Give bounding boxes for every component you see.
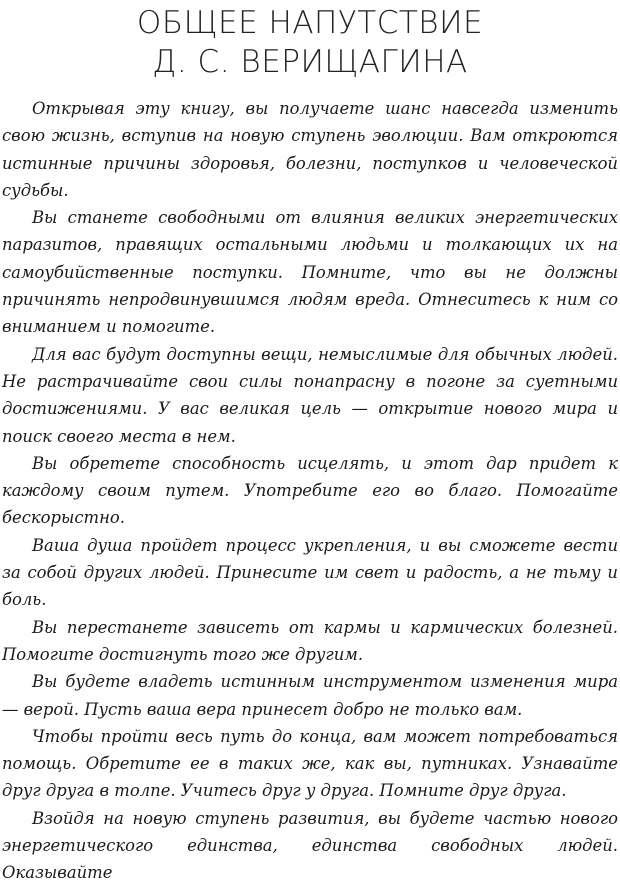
- paragraph: Вы станете свободными от влияния великих энергетических паразитов, правящих остальными людьми и толкающих их на самоубийственные поступки. Помните, что вы не должны причинять непродвинувшимся людям вреда. Отнеситесь к ним со вниманием и помогите.: [2, 208, 618, 337]
- body-text: [2, 95, 618, 887]
- paragraph: Вы обретете способность исцелять, и этот дар придет к каждому своим путем. Употребите его во благо. Помогайте бескорыстно.: [2, 453, 618, 528]
- chapter-title-line-1: ОБЩЕЕ НАПУТСТВИЕ: [136, 5, 484, 41]
- paragraph: Ваша душа пройдет процесс укрепления, и вы сможете вести за собой других людей. Принесите им свет и радость, а не тьму и боль.: [2, 535, 618, 610]
- chapter-title-line-2: Д. С. ВЕРИЩАГИНА: [152, 44, 468, 80]
- paragraph: Чтобы пройти весь путь до конца, вам может потребоваться помощь. Обретите ее в таких же, как вы, путниках. Узнавайте друг друга в толпе. Учитесь друг у друга. Помните друг друга.: [2, 726, 618, 801]
- paragraph: Взойдя на новую ступень развития, вы будете частью нового энергетического единства, единства свободных людей. Оказывайте: [2, 808, 618, 883]
- paragraph: Открывая эту книгу, вы получаете шанс навсегда изменить свою жизнь, вступив на новую ступень эволюции. Вам откроются истинные причины здоровья, болезни, поступков и человеческой судьбы.: [2, 99, 618, 200]
- paragraph: Вы перестанете зависеть от кармы и кармических болезней. Помогите достигнуть того же другим.: [2, 617, 618, 664]
- paragraph: Вы будете владеть истинным инструментом изменения мира — верой. Пусть ваша вера принесет добро не только вам.: [2, 672, 618, 719]
- paragraph: Для вас будут доступны вещи, немыслимые для обычных людей. Не растрачивайте свои силы понапрасну в погоне за суетными достижениями. У вас великая цель — открытие нового мира и поиск своего места в нем.: [2, 344, 618, 446]
- chapter-title: [0, 0, 620, 82]
